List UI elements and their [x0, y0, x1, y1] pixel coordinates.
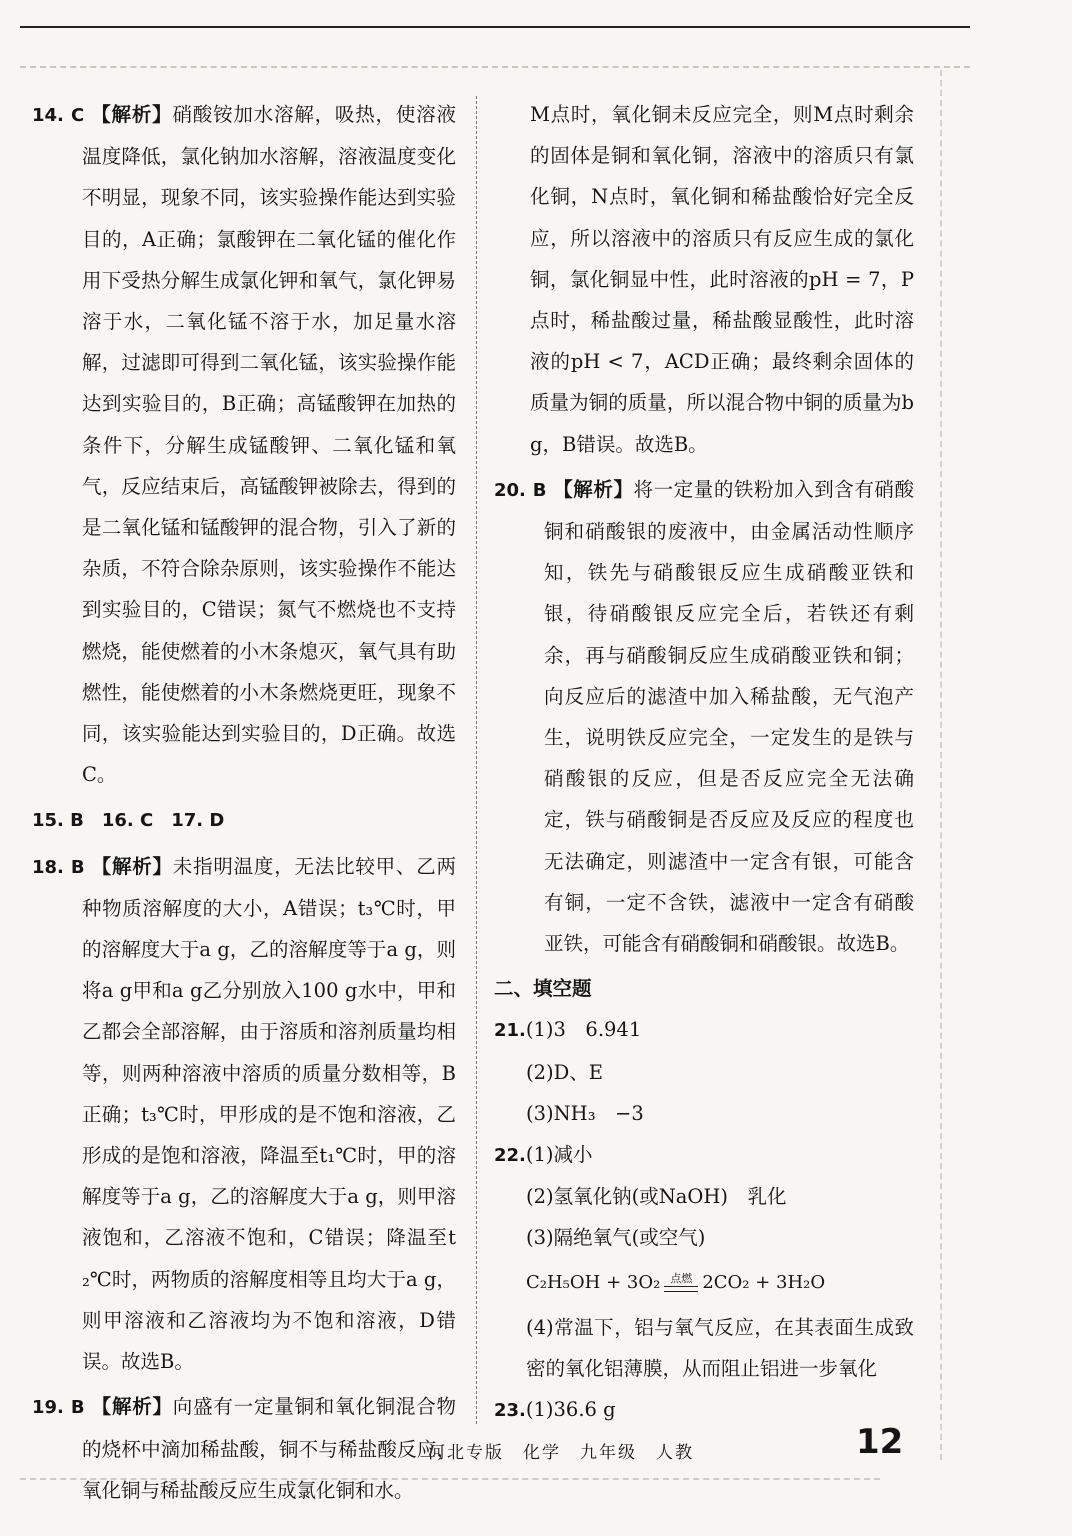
answer-23: 23.(1)36.6 g [494, 1398, 616, 1422]
answer-20: 20. B 【解析】将一定量的铁粉加入到含有硝酸铜和硝酸银的废液中，由金属活动性顺序知，铁先与硝酸银反应生成硝酸亚铁和银，待硝酸银反应完全后，若铁还有剩余，再与硝酸铜反应生成硝酸亚铁和铜；向反应后的滤渣中加入稀盐酸，无气泡产生，说明铁反应完全，一定发生的是铁与硝酸银的反应，但是否反应完全无法确定，铁与硝酸铜是否反应及反应的程度也无法确定，则滤渣中一定含有银，可能含有铜，一定不含铁，滤液中一定含有硝酸亚铁，可能含有硝酸铜和硝酸银。故选B。 [494, 477, 914, 956]
header-decoration [20, 66, 970, 68]
combustion-equation: C₂H₅OH + 3O₂ 点燃 2CO₂ + 3H₂O [526, 1271, 826, 1293]
page-number: 12 [856, 1422, 904, 1462]
right-margin-decoration [940, 70, 942, 1460]
answer-22: 22.(1)减小 (2)氢氧化钠(或NaOH) 乳化 (3)隔绝氧气(或空气) C₂H₅OH + 3O₂ 点燃 2CO₂ + 3H₂O (4)常温下，铝与氧气反应，在其表面生成致密的氧化铝薄膜，从而阻止铝进一步氧化 [494, 1143, 914, 1380]
column-divider [476, 96, 477, 1424]
top-rule [20, 26, 970, 28]
footer-decoration [20, 1478, 880, 1480]
answer-15-17: 15. B 16. C 17. D [32, 810, 225, 832]
footer-text: 河北专版 化学 九年级 人教 [428, 1443, 694, 1463]
answer-19-continued: M点时，氧化铜未反应完全，则M点时剩余的固体是铜和氧化铜，溶液中的溶质只有氯化铜，N点时，氧化铜和稀盐酸恰好完全反应，所以溶液中的溶质只有反应生成的氯化铜，氯化铜显中性，此时溶液的pH = 7，P点时，稀盐酸过量，稀盐酸显酸性，此时溶液的pH < 7，ACD正确；最终剩余固体的质量为铜的质量，所以混合物中铜的质量为b g，B错误。故选B。 [530, 103, 914, 456]
section-title: 二、填空题 [494, 977, 592, 1001]
right-column [494, 94, 914, 1431]
answer-21: 21.(1)3 6.941 (2)D、E (3)NH₃ −3 [494, 1018, 644, 1125]
answer-14: 14. C 【解析】硝酸铵加水溶解，吸热，使溶液温度降低，氯化钠加水溶解，溶液温度变化不明显，现象不同，该实验操作能达到实验目的，A正确；氯酸钾在二氧化锰的催化作用下受热分解生成氯化钾和氧气，氯化钾易溶于水，二氧化锰不溶于水，加足量水溶解，过滤即可得到二氧化锰，该实验操作能达到实验目的，B正确；高锰酸钾在加热的条件下，分解生成锰酸钾、二氧化锰和氧气，反应结束后，高锰酸钾被除去，得到的是二氧化锰和锰酸钾的混合物，引入了新的杂质，不符合除杂原则，该实验操作不能达到实验目的，C错误；氮气不燃烧也不支持燃烧，能使燃着的小木条熄灭，氧气具有助燃性，能使燃着的小木条燃烧更旺，现象不同，该实验能达到实验目的，D正确。故选C。 [32, 103, 456, 787]
left-column [32, 94, 456, 1515]
answer-19: 19. B 【解析】向盛有一定量铜和氧化铜混合物的烧杯中滴加稀盐酸，铜不与稀盐酸反应，氧化铜与稀盐酸反应生成氯化铜和水。 [32, 1395, 456, 1502]
answer-18: 18. B 【解析】未指明温度，无法比较甲、乙两种物质溶解度的大小，A错误；t₃℃时，甲的溶解度大于a g，乙的溶解度等于a g，则将a g甲和a g乙分别放入100 g水中，甲和乙都会全部溶解，由于溶质和溶剂质量均相等，则两种溶液中溶质的质量分数相等，B正确；t₃℃时，甲形成的是不饱和溶液，乙形成的是饱和溶液，降温至t₁℃时，甲的溶解度等于a g，乙的溶解度大于a g，则甲溶液饱和，乙溶液不饱和，C错误；降温至t₂℃时，两物质的溶解度相等且均大于a g，则甲溶液和乙溶液均为不饱和溶液，D错误。故选B。 [32, 854, 456, 1374]
